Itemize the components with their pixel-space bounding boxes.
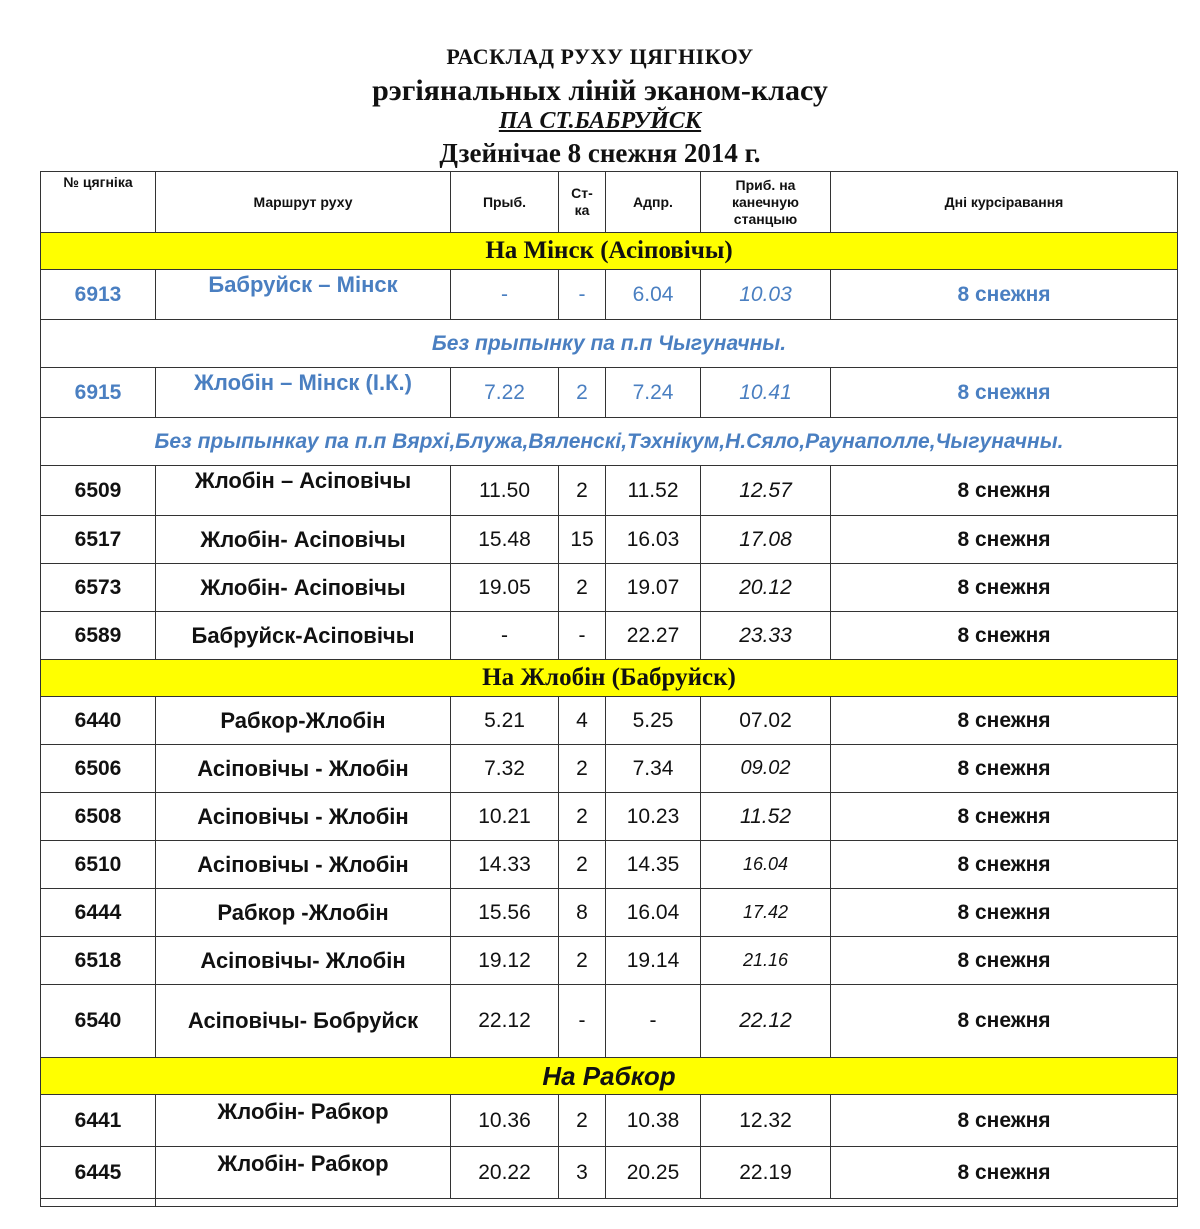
departure-time: 6.04 xyxy=(606,270,701,320)
operating-days: 8 снежня xyxy=(831,745,1178,793)
train-number: 6444 xyxy=(41,889,156,937)
final-arrival-time: 22.12 xyxy=(701,985,831,1058)
train-number: 6510 xyxy=(41,841,156,889)
departure-time: 7.24 xyxy=(606,368,701,418)
arrival-time: 10.36 xyxy=(451,1095,559,1147)
arrival-time: 19.05 xyxy=(451,564,559,612)
route: Жлобін- Рабкор xyxy=(156,1095,451,1147)
section-title-zhlobin: На Жлобін (Бабруйск) xyxy=(41,660,1178,697)
operating-days: 8 снежня xyxy=(831,793,1178,841)
route: Жлобін – Мінск (І.К.) xyxy=(156,368,451,418)
departure-time: 19.07 xyxy=(606,564,701,612)
final-arrival-time: 20.12 xyxy=(701,564,831,612)
col-header-dep: Адпр. xyxy=(606,172,701,233)
tail-cell xyxy=(156,1199,1178,1207)
route: Асіповічы- Бобруйск xyxy=(156,985,451,1058)
route: Рабкор -Жлобін xyxy=(156,889,451,937)
table-row xyxy=(41,745,1178,793)
table-row xyxy=(41,1147,1178,1199)
final-arrival-time: 10.03 xyxy=(701,270,831,320)
operating-days: 8 снежня xyxy=(831,368,1178,418)
final-arrival-time: 10.41 xyxy=(701,368,831,418)
departure-time: 10.23 xyxy=(606,793,701,841)
route: Жлобін – Асіповічы xyxy=(156,466,451,516)
stop-duration: 2 xyxy=(559,937,606,985)
route: Асіповічы- Жлобін xyxy=(156,937,451,985)
stop-duration: 3 xyxy=(559,1147,606,1199)
arrival-time: 7.22 xyxy=(451,368,559,418)
departure-time: 5.25 xyxy=(606,697,701,745)
col-header-stop: Ст-ка xyxy=(559,172,606,233)
final-arrival-time: 07.02 xyxy=(701,697,831,745)
operating-days: 8 снежня xyxy=(831,937,1178,985)
section-row xyxy=(41,233,1178,270)
train-number: 6573 xyxy=(41,564,156,612)
final-arrival-time: 22.19 xyxy=(701,1147,831,1199)
train-number: 6518 xyxy=(41,937,156,985)
table-row xyxy=(41,270,1178,320)
stop-duration: - xyxy=(559,985,606,1058)
train-number: 6508 xyxy=(41,793,156,841)
table-row xyxy=(41,1095,1178,1147)
table-tail-row xyxy=(41,1199,1178,1207)
arrival-time: 10.21 xyxy=(451,793,559,841)
table-row xyxy=(41,889,1178,937)
col-header-num: № цягніка xyxy=(41,172,156,233)
section-title-rabkor: На Рабкор xyxy=(41,1058,1178,1095)
departure-time: 16.04 xyxy=(606,889,701,937)
departure-time: 20.25 xyxy=(606,1147,701,1199)
arrival-time: 20.22 xyxy=(451,1147,559,1199)
stop-duration: 2 xyxy=(559,841,606,889)
final-arrival-time: 12.57 xyxy=(701,466,831,516)
stop-duration: - xyxy=(559,612,606,660)
departure-time: 14.35 xyxy=(606,841,701,889)
table-row xyxy=(41,466,1178,516)
train-number: 6517 xyxy=(41,516,156,564)
arrival-time: 14.33 xyxy=(451,841,559,889)
arrival-time: 15.56 xyxy=(451,889,559,937)
stop-duration: - xyxy=(559,270,606,320)
final-arrival-time: 12.32 xyxy=(701,1095,831,1147)
departure-time: 22.27 xyxy=(606,612,701,660)
stop-duration: 2 xyxy=(559,745,606,793)
train-number: 6509 xyxy=(41,466,156,516)
final-arrival-time: 11.52 xyxy=(701,793,831,841)
section-row xyxy=(41,1058,1178,1095)
table-row xyxy=(41,516,1178,564)
departure-time: 19.14 xyxy=(606,937,701,985)
operating-days: 8 снежня xyxy=(831,612,1178,660)
final-arrival-time: 21.16 xyxy=(701,937,831,985)
col-header-arr: Прыб. xyxy=(451,172,559,233)
section-row xyxy=(41,660,1178,697)
final-arrival-time: 16.04 xyxy=(701,841,831,889)
operating-days: 8 снежня xyxy=(831,466,1178,516)
route: Бабруйск-Асіповічы xyxy=(156,612,451,660)
col-header-final: Приб. на канечную станцыю xyxy=(701,172,831,233)
arrival-time: 11.50 xyxy=(451,466,559,516)
operating-days: 8 снежня xyxy=(831,270,1178,320)
departure-time: 7.34 xyxy=(606,745,701,793)
route: Бабруйск – Мінск xyxy=(156,270,451,320)
stop-duration: 2 xyxy=(559,1095,606,1147)
route: Рабкор-Жлобін xyxy=(156,697,451,745)
operating-days: 8 снежня xyxy=(831,564,1178,612)
stop-duration: 4 xyxy=(559,697,606,745)
final-arrival-time: 23.33 xyxy=(701,612,831,660)
arrival-time: 15.48 xyxy=(451,516,559,564)
operating-days: 8 снежня xyxy=(831,841,1178,889)
stop-duration: 2 xyxy=(559,368,606,418)
departure-time: 11.52 xyxy=(606,466,701,516)
stop-duration: 2 xyxy=(559,793,606,841)
train-number: 6445 xyxy=(41,1147,156,1199)
arrival-time: 22.12 xyxy=(451,985,559,1058)
train-number: 6506 xyxy=(41,745,156,793)
final-arrival-time: 17.42 xyxy=(701,889,831,937)
stop-duration: 2 xyxy=(559,564,606,612)
route: Асіповічы - Жлобін xyxy=(156,841,451,889)
note-text: Без прыпынку па п.п Чыгуначны. xyxy=(41,320,1178,368)
route: Жлобін- Асіповічы xyxy=(156,516,451,564)
table-row xyxy=(41,793,1178,841)
table-header-row xyxy=(41,172,1178,233)
final-arrival-time: 17.08 xyxy=(701,516,831,564)
col-header-days: Дні курсіравання xyxy=(831,172,1178,233)
operating-days: 8 снежня xyxy=(831,985,1178,1058)
operating-days: 8 снежня xyxy=(831,1147,1178,1199)
note-row xyxy=(41,418,1178,466)
table-row xyxy=(41,985,1178,1058)
operating-days: 8 снежня xyxy=(831,697,1178,745)
schedule-table xyxy=(40,171,1178,1207)
stop-duration: 2 xyxy=(559,466,606,516)
table-row xyxy=(41,841,1178,889)
arrival-time: - xyxy=(451,270,559,320)
table-row xyxy=(41,697,1178,745)
arrival-time: 5.21 xyxy=(451,697,559,745)
train-number: 6915 xyxy=(41,368,156,418)
note-row xyxy=(41,320,1178,368)
operating-days: 8 снежня xyxy=(831,516,1178,564)
section-title-minsk: На Мінск (Асіповічы) xyxy=(41,233,1178,270)
note-text: Без прыпынкау па п.п Вярхі,Блужа,Вяленскі,Тэхнікум,Н.Сяло,Раунаполле,Чыгуначны. xyxy=(41,418,1178,466)
arrival-time: - xyxy=(451,612,559,660)
train-number: 6540 xyxy=(41,985,156,1058)
station-name: ПА СТ.БАБРУЙСК xyxy=(498,108,702,134)
route: Жлобін- Рабкор xyxy=(156,1147,451,1199)
stop-duration: 15 xyxy=(559,516,606,564)
route: Асіповічы - Жлобін xyxy=(156,793,451,841)
train-number: 6441 xyxy=(41,1095,156,1147)
final-arrival-time: 09.02 xyxy=(701,745,831,793)
train-number: 6589 xyxy=(41,612,156,660)
arrival-time: 19.12 xyxy=(451,937,559,985)
train-number: 6440 xyxy=(41,697,156,745)
departure-time: - xyxy=(606,985,701,1058)
route: Асіповічы - Жлобін xyxy=(156,745,451,793)
tail-cell xyxy=(41,1199,156,1207)
table-row xyxy=(41,564,1178,612)
operating-days: 8 снежня xyxy=(831,889,1178,937)
route: Жлобін- Асіповічы xyxy=(156,564,451,612)
departure-time: 10.38 xyxy=(606,1095,701,1147)
departure-time: 16.03 xyxy=(606,516,701,564)
table-row xyxy=(41,368,1178,418)
title-line-1: РАСКЛАД РУХУ ЦЯГНІКОУ xyxy=(446,44,754,69)
operating-days: 8 снежня xyxy=(831,1095,1178,1147)
col-header-route: Маршрут руху xyxy=(156,172,451,233)
title-line-2: рэгіянальных ліній эканом-класу xyxy=(372,74,828,107)
table-row xyxy=(41,937,1178,985)
stop-duration: 8 xyxy=(559,889,606,937)
arrival-time: 7.32 xyxy=(451,745,559,793)
train-number: 6913 xyxy=(41,270,156,320)
table-row xyxy=(41,612,1178,660)
effective-date: Дзейнічае 8 снежня 2014 г. xyxy=(439,138,761,168)
